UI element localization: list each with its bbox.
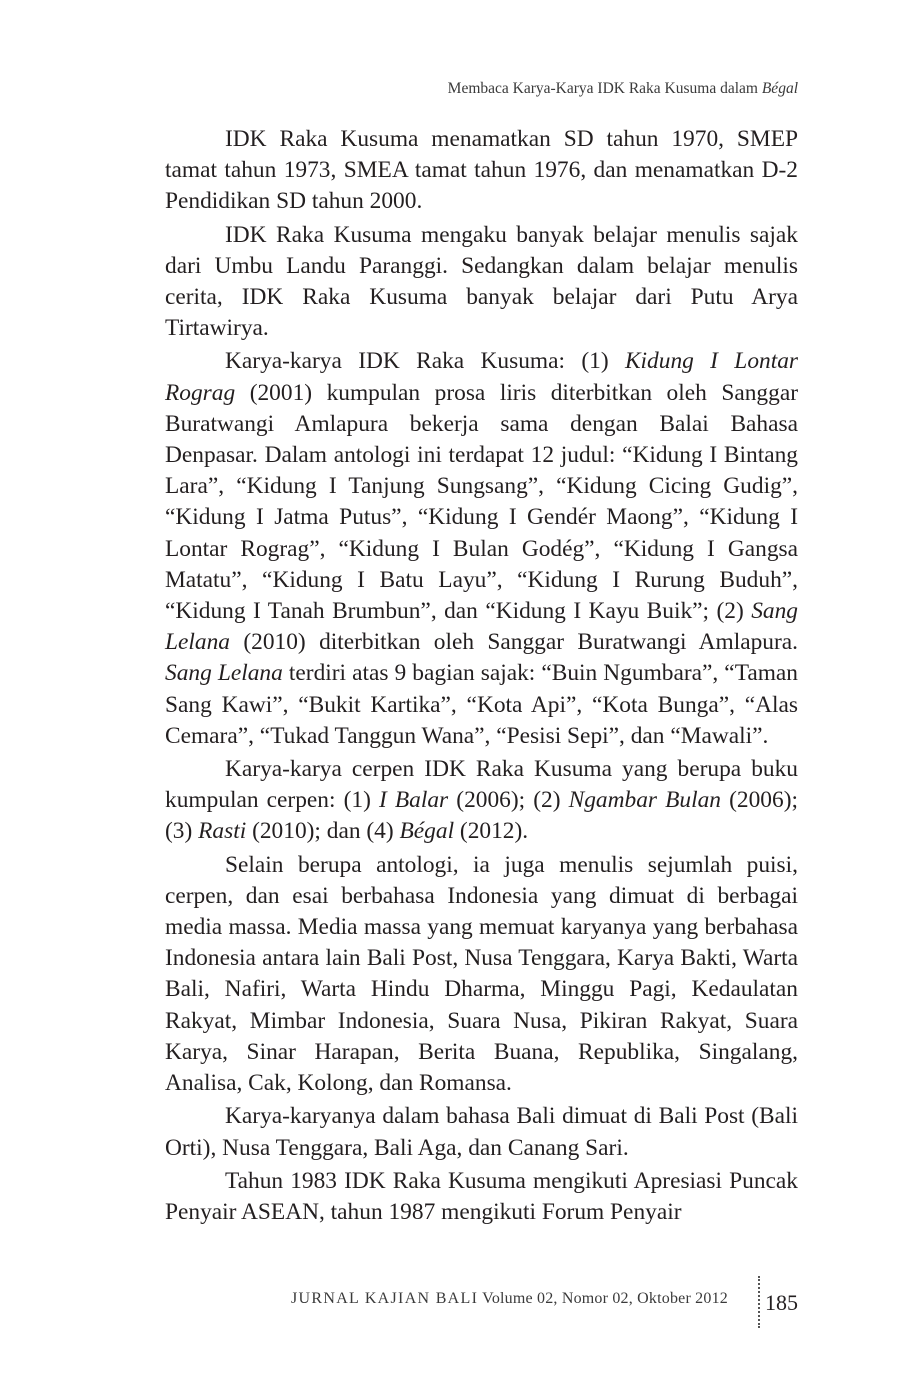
text-run: (2010) diterbitkan oleh Sanggar Buratwangi Amlapura. (229, 629, 798, 656)
running-head-title-italic: Bégal (761, 80, 798, 97)
text-run: (2010); dan (4) (246, 818, 400, 845)
text-run: (2006); (2) (448, 787, 569, 814)
running-head (448, 80, 798, 98)
italic-title: I Balar (378, 787, 449, 814)
italic-title: Sang Lelana (165, 598, 798, 656)
footer-journal-name: JURNAL KAJIAN BALI (290, 1290, 479, 1307)
text-run: Selain berupa antologi, ia juga menulis sejumlah puisi, cerpen, dan esai berbahasa Indonesia yang dimuat di berbagai media massa. Media massa yang memuat karyanya yang berbahasa Indonesia antara lain Bali Post, Nusa Tenggara, Karya Bakti, Warta Bali, Nafiri, Warta Hindu Dharma, Minggu Pagi, Kedaulatan Rakyat, Mimbar Indonesia, Suara Nusa, Pikiran Rakyat, Suara Karya, Sinar Harapan, Berita Buana, Republika, Singalang, Analisa, Cak, Kolong, dan Romansa. (165, 851, 798, 1097)
italic-title: Sang Lelana (165, 660, 283, 687)
text-run: (2006); (3) (165, 787, 798, 845)
italic-title: Kidung I Lontar Rograg (165, 348, 799, 406)
text-run: IDK Raka Kusuma menamatkan SD tahun 1970, SMEP tamat tahun 1973, SMEA tamat tahun 1976, dan menamatkan D-2 Pendidikan SD tahun 2000. (165, 126, 798, 215)
body-paragraph (165, 754, 798, 848)
running-head-title: Membaca Karya-Karya IDK Raka Kusuma dalam (447, 80, 762, 97)
body-paragraph (165, 220, 798, 345)
text-run: IDK Raka Kusuma mengaku banyak belajar menulis sajak dari Umbu Landu Paranggi. Sedangkan dalam belajar menulis cerita, IDK Raka Kusuma banyak belajar dari Putu Arya Tirtawirya. (165, 221, 798, 342)
body-text (165, 124, 798, 1230)
page-number-divider (758, 1276, 760, 1328)
text-run: Karya-karyanya dalam bahasa Bali dimuat di Bali Post (Bali Orti), Nusa Tenggara, Bali Aga, dan Canang Sari. (165, 1103, 798, 1161)
text-run: (2012). (454, 818, 529, 845)
body-paragraph (165, 1101, 798, 1163)
page-number: 185 (765, 1290, 798, 1315)
body-paragraph (165, 850, 798, 1100)
italic-title: Rasti (198, 818, 247, 845)
body-paragraph (165, 124, 798, 218)
text-run: Tahun 1983 IDK Raka Kusuma mengikuti Apresiasi Puncak Penyair ASEAN, tahun 1987 mengikuti Forum Penyair (165, 1167, 798, 1225)
body-paragraph (165, 1166, 798, 1228)
text-run: (2001) kumpulan prosa liris diterbitkan oleh Sanggar Buratwangi Amlapura bekerja sama dengan Balai Bahasa Denpasar. Dalam antologi ini terdapat 12 judul: “Kidung I Bintang Lara”, “Kidung I Tanjung Sungsang”, “Kidung Cicing Gudig”, “Kidung I Jatma Putus”, “Kidung I Gendér Maong”, “Kidung I Lontar Rograg”, “Kidung I Bulan Godég”, “Kidung I Gangsa Matatu”, “Kidung I Batu Layu”, “Kidung I Rurung Buduh”, “Kidung I Tanah Brumbun”, dan “Kidung I Kayu Buik”; (2) (165, 379, 798, 625)
italic-title: Bégal (399, 818, 455, 845)
text-run: Karya-karya cerpen IDK Raka Kusuma yang berupa buku kumpulan cerpen: (1) (165, 756, 798, 814)
footer (291, 1290, 728, 1308)
body-paragraph (165, 346, 798, 752)
text-run: terdiri atas 9 bagian sajak: “Buin Ngumbara”, “Taman Sang Kawi”, “Bukit Kartika”, “Kota Api”, “Kota Bunga”, “Alas Cemara”, “Tukad Tanggun Wana”, “Pesisi Sepi”, dan “Mawali”. (165, 660, 798, 749)
italic-title: Ngambar Bulan (568, 787, 722, 814)
footer-issue: Volume 02, Nomor 02, Oktober 2012 (478, 1290, 728, 1307)
text-run: Karya-karya IDK Raka Kusuma: (1) (225, 348, 625, 375)
